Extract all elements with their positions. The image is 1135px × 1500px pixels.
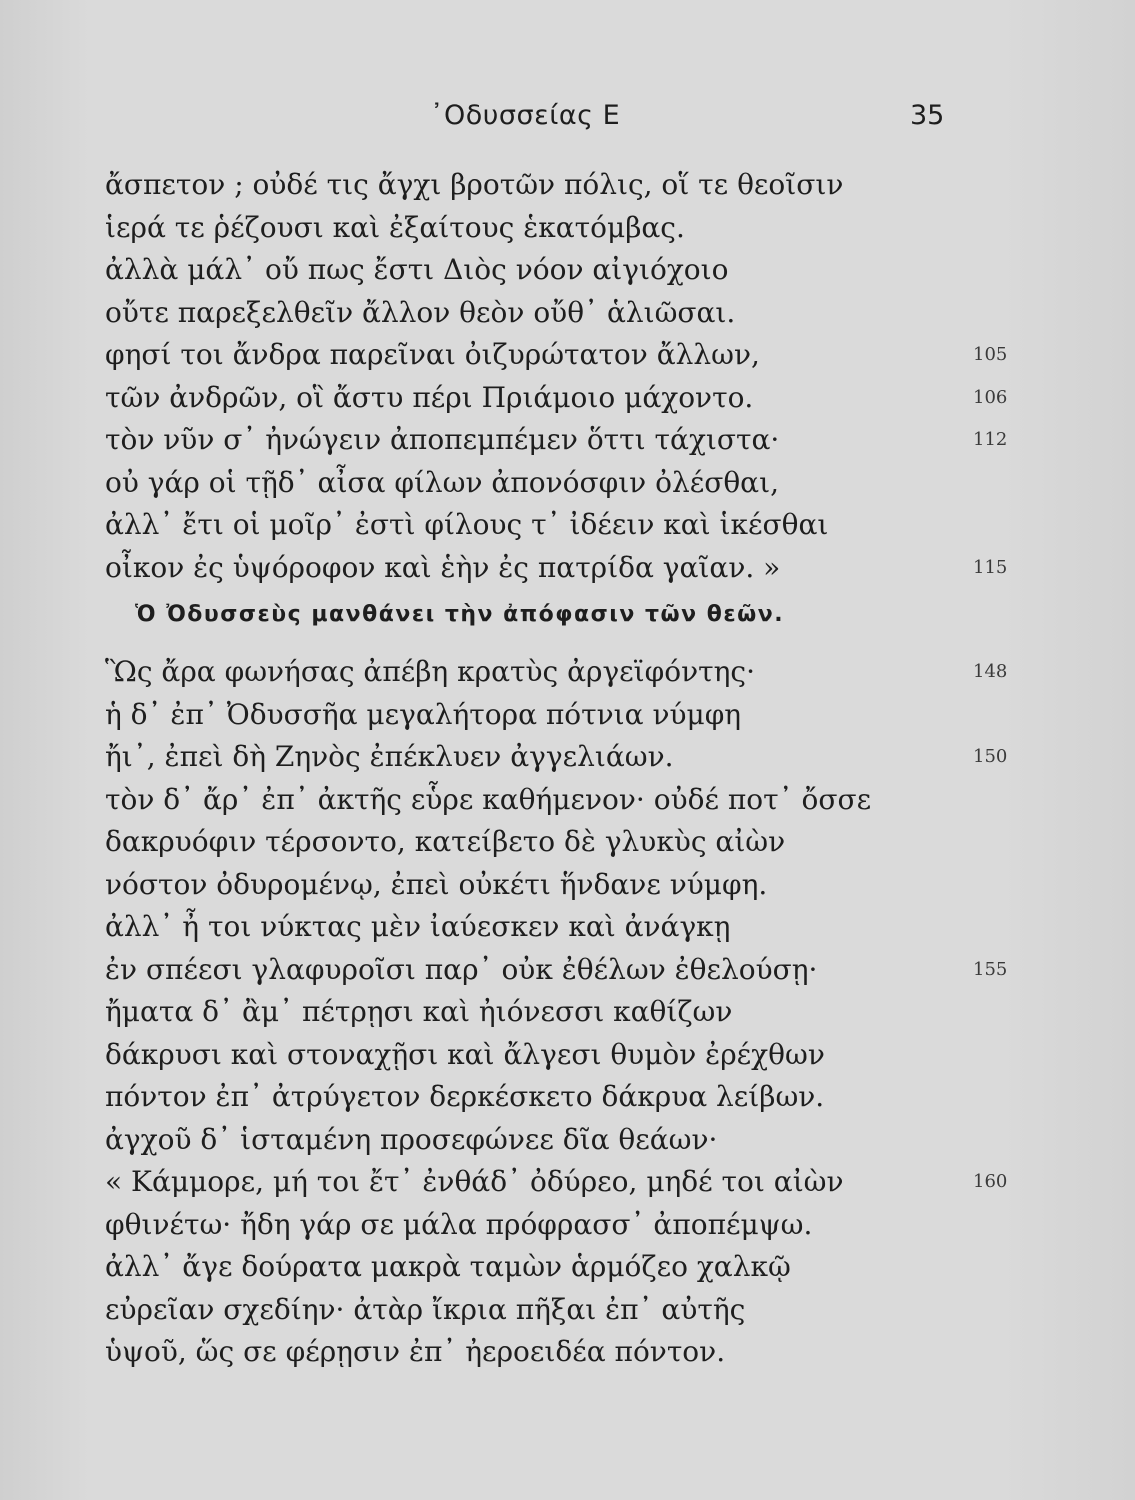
line-number: 112 [973, 429, 1008, 450]
verse-line: πόντον ἐπ᾿ ἀτρύγετον δερκέσκετο δάκρυα λείβων. [105, 1080, 825, 1113]
verse-block-2 [105, 651, 1035, 1374]
verse-line: οὔτε παρεξελθεῖν ἄλλον θεὸν οὔθ᾿ ἁλιῶσαι. [105, 295, 736, 329]
line-number: 160 [973, 1171, 1008, 1192]
verse-line: τὸν νῦν σ᾿ ἠνώγειν ἀποπεμπέμεν ὅττι τάχιστα· 112 [105, 419, 1035, 462]
verse-line: « Κάμμορε, μή τοι ἔτ᾿ ἐνθάδ᾿ ὀδύρεο, μηδέ τοι αἰὼν 160 [105, 1161, 1035, 1204]
verse-line: ἡ δ᾿ ἐπ᾿ Ὀδυσσῆα μεγαλήτορα πότνια νύμφη [105, 697, 742, 731]
section-heading: Ὁ Ὀδυσσεὺς μανθάνει τὴν ἀπόφασιν τῶν θεῶν. [135, 602, 785, 627]
line-number: 155 [973, 958, 1008, 980]
verse-line: ἀγχοῦ δ᾿ ἱσταμένη προσεφώνεε δῖα θεάων· [105, 1122, 718, 1156]
verse-line: νόστον ὀδυρομένῳ, ἐπεὶ οὐκέτι ἥνδανε νύμφη. [105, 867, 768, 901]
verse-line: ἤι᾿, ἐπεὶ δὴ Ζηνὸς ἐπέκλυεν ἀγγελιάων. 150 [105, 736, 1035, 779]
verse-line: ἀλλ᾿ ἦ τοι νύκτας μὲν ἰαύεσκεν καὶ ἀνάγκῃ [105, 910, 731, 943]
verse-line: ἤματα δ᾿ ἂμ᾿ πέτρῃσι καὶ ἠιόνεσσι καθίζων [105, 995, 733, 1028]
running-title: ᾿Οδυσσείας Ε [430, 100, 621, 131]
verse-line: δακρυόφιν τέρσοντο, κατείβετο δὲ γλυκὺς αἰὼν [105, 825, 786, 858]
verse-block-1 [105, 164, 1035, 589]
verse-line: ἱερά τε ῥέζουσι καὶ ἐξαίτους ἑκατόμβας. [105, 210, 685, 244]
page-number: 35 [910, 100, 945, 131]
verse-line: τὸν δ᾿ ἄρ᾿ ἐπ᾿ ἀκτῆς εὗρε καθήμενον· οὐδέ ποτ᾿ ὄσσε [105, 782, 872, 816]
verse-line: δάκρυσι καὶ στοναχῇσι καὶ ἄλγεσι θυμὸν ἐρέχθων [105, 1037, 825, 1071]
line-number: 148 [973, 661, 1008, 682]
verse-line: ὑψοῦ, ὥς σε φέρῃσιν ἐπ᾿ ἠεροειδέα πόντον. [105, 1335, 726, 1368]
verse-line: ἀλλὰ μάλ᾿ οὔ πως ἔστι Διὸς νόον αἰγιόχοιο [105, 253, 729, 286]
verse-line: φθινέτω· ἤδη γάρ σε μάλα πρόφρασσ᾿ ἀποπέμψω. [105, 1207, 813, 1241]
verse-line: ἀλλ᾿ ἔτι οἱ μοῖρ᾿ ἐστὶ φίλους τ᾿ ἰδέειν καὶ ἱκέσθαι [105, 508, 829, 541]
line-number: 115 [973, 556, 1008, 578]
verse-line: ἐν σπέεσι γλαφυροῖσι παρ᾿ οὐκ ἐθέλων ἐθελούσῃ· 155 [105, 949, 1035, 992]
line-number: 106 [973, 386, 1008, 408]
verse-line: οἶκον ἐς ὑψόροφον καὶ ἑὴν ἐς πατρίδα γαῖαν. » 115 [105, 547, 1035, 590]
verse-line: φησί τοι ἄνδρα παρεῖναι ὀιζυρώτατον ἄλλων, 105 [105, 334, 1035, 377]
verse-line: τῶν ἀνδρῶν, οἳ ἄστυ πέρι Πριάμοιο μάχοντο. 106 [105, 377, 1035, 420]
running-header [0, 100, 1135, 140]
line-number: 105 [973, 344, 1008, 365]
line-number: 150 [973, 746, 1008, 767]
verse-line: Ὣς ἄρα φωνήσας ἀπέβη κρατὺς ἀργεϊφόντης· 148 [105, 651, 1035, 694]
verse-line: ἀλλ᾿ ἄγε δούρατα μακρὰ ταμὼν ἁρμόζεο χαλκῷ [105, 1250, 791, 1283]
verse-line: ἄσπετον ; οὐδέ τις ἄγχι βροτῶν πόλις, οἵ τε θεοῖσιν [105, 168, 844, 201]
verse-line: οὐ γάρ οἱ τῇδ᾿ αἶσα φίλων ἀπονόσφιν ὀλέσθαι, [105, 465, 779, 499]
verse-line: εὐρεῖαν σχεδίην· ἀτὰρ ἴκρια πῆξαι ἐπ᾿ αὐτῆς [105, 1292, 746, 1326]
